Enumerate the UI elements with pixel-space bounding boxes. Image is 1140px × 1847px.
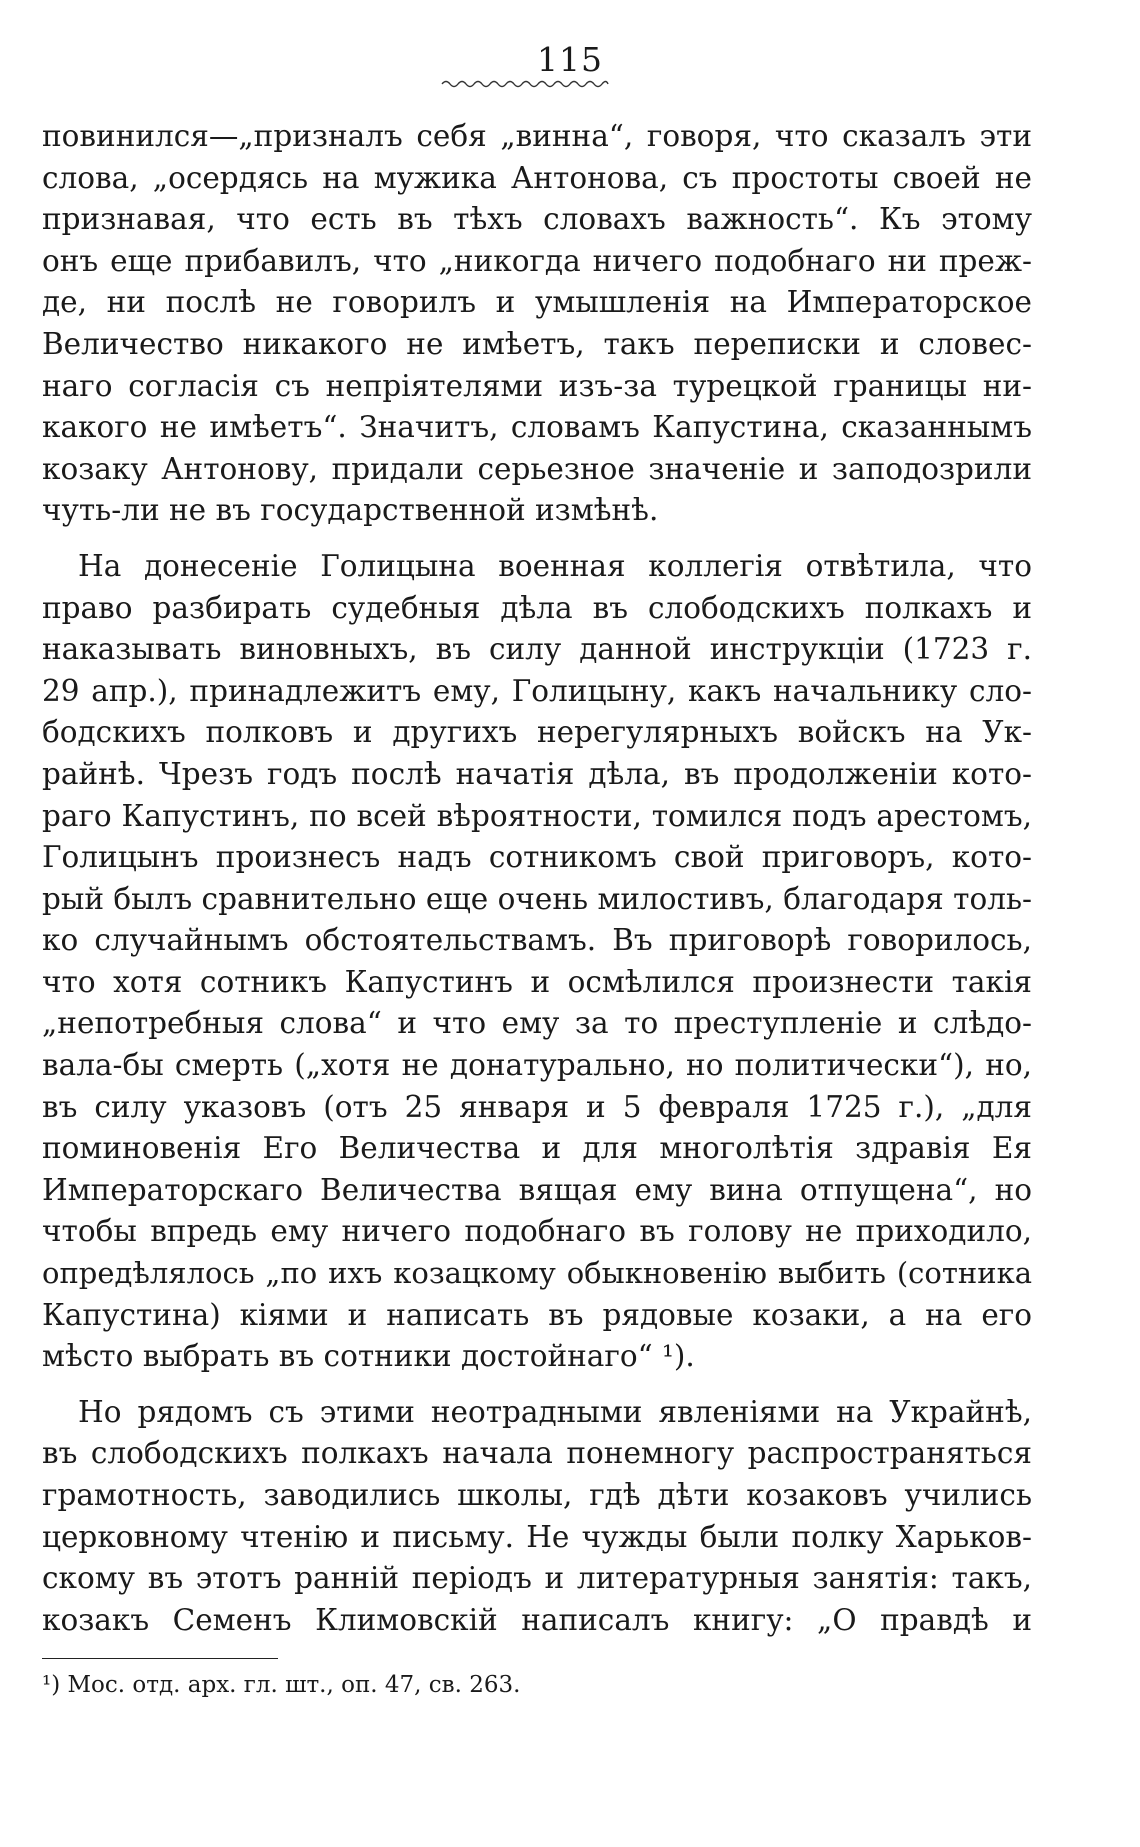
text-line: грамотность, заводились школы, гдѣ дѣти козаковъ учились <box>42 1478 1032 1512</box>
text-line: вала-бы смерть („хотя не донатурально, но политически“), но, <box>42 1048 1032 1083</box>
text-line: наказывать виновныхъ, въ силу данной инструкціи (1723 г. <box>42 632 1032 667</box>
paragraph <box>42 116 1032 532</box>
text-line: скому въ этотъ ранній періодъ и литературныя занятія: такъ, <box>42 1561 1032 1596</box>
text-line: бодскихъ полковъ и другихъ нерегулярныхъ войскъ на Ук- <box>42 715 1032 750</box>
text-line: слова, „осердясь на мужика Антонова, съ простоты своей не <box>42 160 1032 195</box>
text-line: рый былъ сравнительно еще очень милостивъ, благодаря толь- <box>42 881 1032 916</box>
text-line: повинился—„призналъ себя „винна“, говоря, что сказалъ эти <box>42 119 1032 153</box>
text-line: опредѣлялось „по ихъ козацкому обыкновенію выбить (сотника <box>42 1256 1032 1291</box>
text-line: поминовенія Его Величества и для многолѣтія здравія Ея <box>42 1131 1032 1166</box>
text-line: Но рядомъ съ этими неотрадными явленіями на Украйнѣ, <box>78 1394 1032 1429</box>
text-line: церковному чтенію и письму. Не чужды были полку Харьков- <box>42 1519 1032 1554</box>
page-number-ornament <box>440 78 610 90</box>
paragraph <box>42 1392 1032 1642</box>
text-line: мѣсто выбрать въ сотники достойнаго“ ¹). <box>42 1339 695 1374</box>
text-line: райнѣ. Чрезъ годъ послѣ начатія дѣла, въ продолженіи кото- <box>42 756 1032 791</box>
footnote: ¹) Мос. отд. арх. гл. шт., оп. 47, св. 263. <box>42 1672 521 1698</box>
body-text <box>42 116 1032 1641</box>
text-line: 29 апр.), принадлежитъ ему, Голицыну, какъ начальнику сло- <box>42 673 1032 708</box>
footnote-divider <box>42 1658 278 1659</box>
text-line: раго Капустинъ, по всей вѣроятности, томился подъ арестомъ, <box>42 798 1032 833</box>
text-line: козаку Антонову, придали серьезное значеніе и заподозрили <box>42 451 1032 486</box>
text-line: Императорскаго Величества вящая ему вина отпущена“, но <box>42 1172 1032 1207</box>
text-line: де, ни послѣ не говорилъ и умышленія на Императорское <box>42 285 1032 320</box>
text-line: наго согласія съ непріятелями изъ-за турецкой границы ни- <box>42 368 1032 403</box>
text-line: Величество никакого не имѣетъ, такъ переписки и словес- <box>42 326 1032 361</box>
text-line: онъ еще прибавилъ, что „никогда ничего подобнаго ни преж- <box>42 243 1032 278</box>
text-line: что хотя сотникъ Капустинъ и осмѣлился произнести такія <box>42 964 1032 999</box>
text-line: признавая, что есть въ тѣхъ словахъ важность“. Къ этому <box>42 202 1032 237</box>
paragraph <box>42 546 1032 1378</box>
text-line: На донесеніе Голицына военная коллегія отвѣтила, что <box>78 548 1032 583</box>
text-line: право разбирать судебныя дѣла въ слободскихъ полкахъ и <box>42 590 1032 625</box>
text-line: „непотребныя слова“ и что ему за то преступленіе и слѣдо- <box>42 1006 1032 1041</box>
text-line: чуть-ли не въ государственной измѣнѣ. <box>42 493 659 528</box>
text-line: въ силу указовъ (отъ 25 января и 5 февраля 1725 г.), „для <box>42 1089 1032 1124</box>
text-line: Голицынъ произнесъ надъ сотникомъ свой приговоръ, кото- <box>42 840 1032 875</box>
page-number: 115 <box>537 40 603 79</box>
text-line: ко случайнымъ обстоятельствамъ. Въ приговорѣ говорилось, <box>42 923 1032 958</box>
text-line: какого не имѣетъ“. Значитъ, словамъ Капустина, сказаннымъ <box>42 410 1032 445</box>
text-line: козакъ Семенъ Климовскій написалъ книгу: „О правдѣ и <box>42 1602 1032 1637</box>
text-line: въ слободскихъ полкахъ начала понемногу распространяться <box>42 1436 1032 1471</box>
text-line: чтобы впредь ему ничего подобнаго въ голову не приходило, <box>42 1214 1032 1249</box>
text-line: Капустина) кіями и написать въ рядовые козаки, а на его <box>42 1297 1032 1332</box>
